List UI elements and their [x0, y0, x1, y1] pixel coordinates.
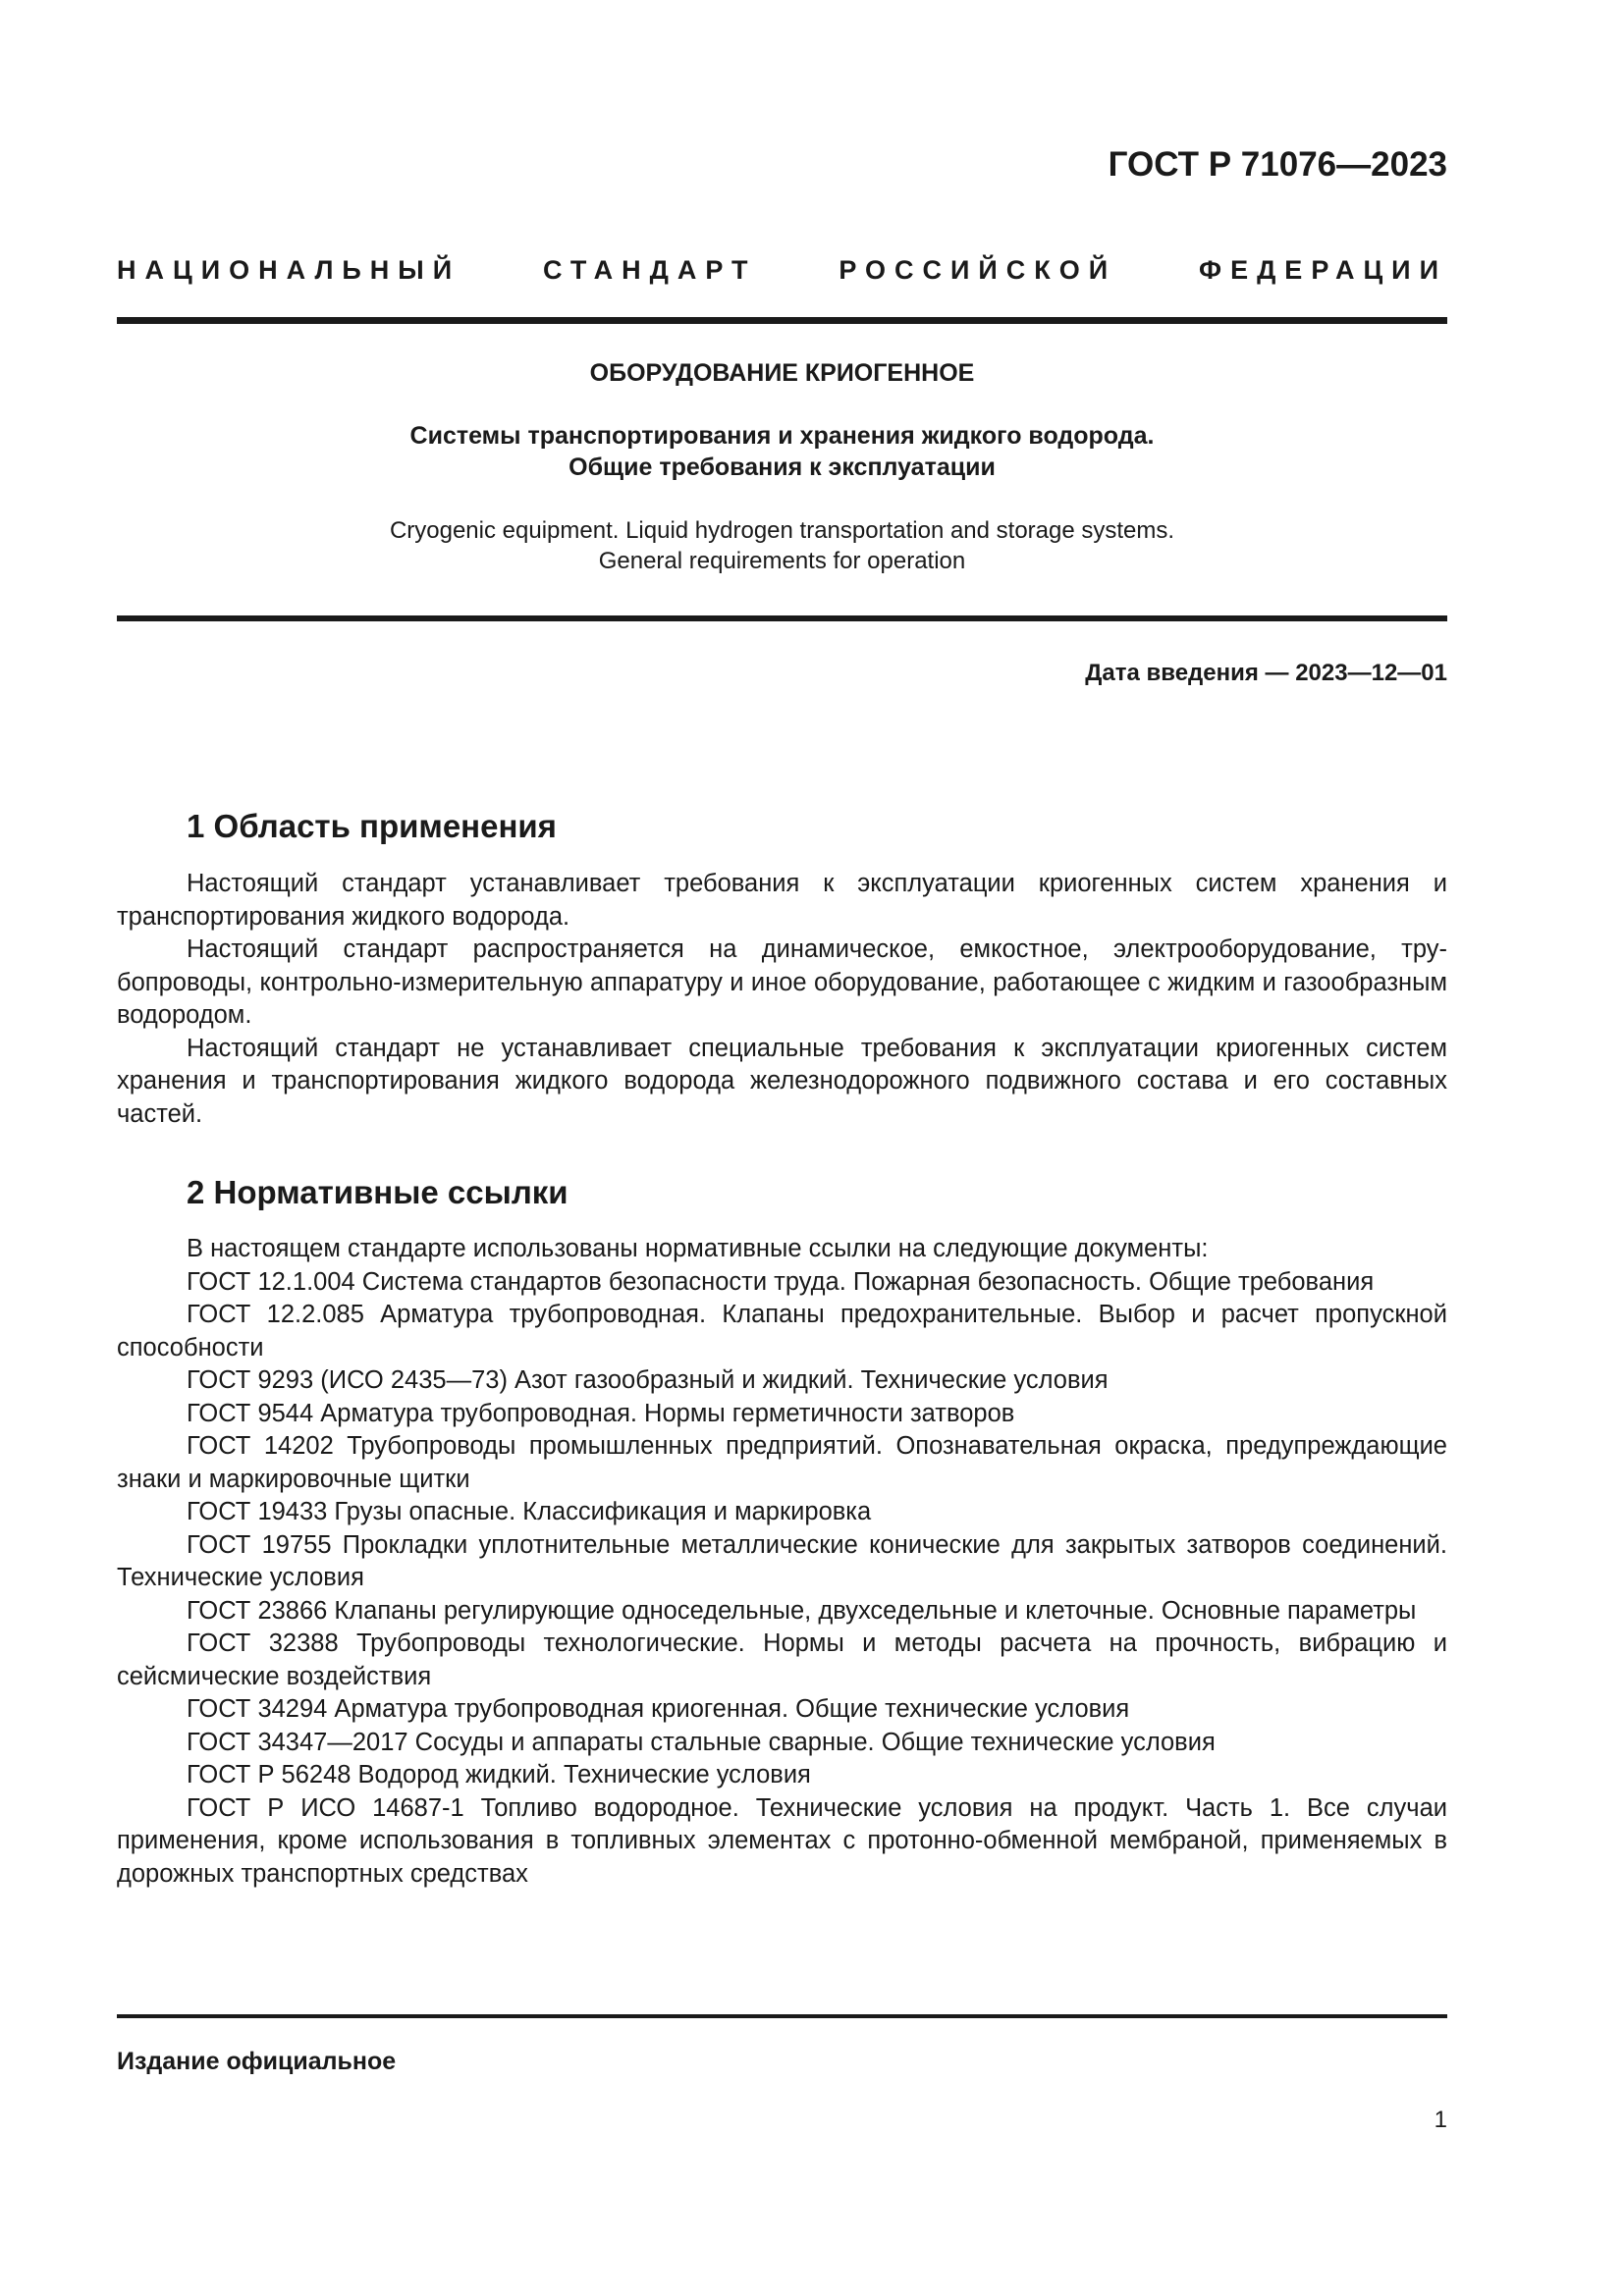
reference-item: ГОСТ 23866 Клапаны регулирующие односедельные, двухседельные и клеточные. Основные параметры: [187, 1596, 1417, 1625]
paragraph: Настоящий стандарт распространяется на динамическое, емкостное, электрооборудование, трубопроводы, контрольно-измерительную аппаратуру и иное оборудование, работающее с жидким и газообразным водородом.: [117, 935, 1447, 1029]
english-title: [117, 515, 1447, 576]
reference-item: ГОСТ 19755 Прокладки уплотнительные металлические конические для закрытых затворов соединений. Технические условия: [117, 1530, 1447, 1591]
paragraph: В настоящем стандарте использованы нормативные ссылки на следующие документы:: [187, 1235, 1209, 1262]
russian-title: ОБОРУДОВАНИЕ КРИОГЕННОЕ: [589, 359, 975, 387]
russian-subtitle-line-2: Общие требования к эксплуатации: [568, 454, 996, 481]
page-number: 1: [1434, 2107, 1447, 2133]
introduction-date: Дата введения — 2023—12—01: [1085, 660, 1447, 686]
title-divider: [117, 615, 1447, 621]
section-2-heading: 2 Нормативные ссылки: [187, 1174, 568, 1210]
reference-item: ГОСТ Р 56248 Водород жидкий. Технические условия: [187, 1761, 811, 1789]
reference-item: ГОСТ 34294 Арматура трубопроводная криогенная. Общие технические условия: [187, 1695, 1130, 1723]
reference-item: ГОСТ 32388 Трубопроводы технологические. Нормы и методы расчета на прочность, вибрацию и сейсмические воздействия: [117, 1629, 1447, 1690]
russian-subtitle-line-1: Системы транспортирования и хранения жидкого водорода.: [409, 422, 1155, 450]
english-title-line-2: General requirements for operation: [598, 548, 966, 574]
section-1-heading: 1 Область применения: [187, 808, 557, 844]
reference-item: ГОСТ Р ИСО 14687-1 Топливо водородное. Технические условия на продукт. Часть 1. Все случаи применения, кроме использования в топливных элементах с протонно-обменной мембраной, применяемых в дорожных транспортных средствах: [117, 1793, 1447, 1888]
reference-item: ГОСТ 34347—2017 Сосуды и аппараты стальные сварные. Общие технические условия: [187, 1728, 1216, 1756]
reference-item: ГОСТ 12.1.004 Система стандартов безопасности труда. Пожарная безопасность. Общие требования: [187, 1267, 1375, 1296]
english-title-line-1: Cryogenic equipment. Liquid hydrogen transportation and storage systems.: [389, 517, 1175, 544]
russian-subtitle: [117, 420, 1447, 483]
official-edition-label: Издание официальное: [117, 2048, 397, 2075]
paragraph: Настоящий стандарт не устанавливает специальные требования к эксплуатации криогенных систем хранения и транспортирования жидкого водорода железнодорожного подвижного состава и его составных частей.: [117, 1034, 1447, 1128]
document-number: ГОСТ Р 71076—2023: [1108, 145, 1447, 184]
reference-item: ГОСТ 14202 Трубопроводы промышленных предприятий. Опознавательная окраска, предупреждающие знаки и маркировочные щитки: [117, 1432, 1447, 1493]
paragraph: Настоящий стандарт устанавливает требования к эксплуатации криогенных систем хранения и транспортирования жидкого водорода.: [117, 870, 1447, 931]
reference-item: ГОСТ 12.2.085 Арматура трубопроводная. Клапаны предохранительные. Выбор и расчет пропускной способности: [117, 1301, 1447, 1362]
footer-divider: [117, 2014, 1447, 2018]
national-standard-heading: НАЦИОНАЛЬНЫЙ СТАНДАРТ РОССИЙСКОЙ ФЕДЕРАЦИИ: [117, 255, 1447, 285]
section-1-body: [117, 868, 1447, 1131]
reference-item: ГОСТ 9293 (ИСО 2435—73) Азот газообразный и жидкий. Технические условия: [187, 1366, 1109, 1394]
top-divider: [117, 317, 1447, 324]
reference-item: ГОСТ 9544 Арматура трубопроводная. Нормы герметичности затворов: [187, 1399, 1015, 1427]
reference-item: ГОСТ 19433 Грузы опасные. Классификация и маркировка: [187, 1498, 872, 1525]
section-2-body: [117, 1233, 1447, 1891]
